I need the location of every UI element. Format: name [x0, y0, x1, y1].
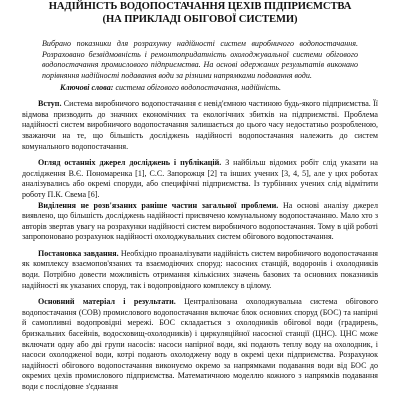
title-line-2: (НА ПРИКЛАДІ ОБІГОВОЇ СИСТЕМИ)	[102, 13, 298, 25]
section-text: Централізована охолоджувальна система обігового водопостачання (СОВ) промислового водопостачання включає блок основних споруд (БОС) та напірні й самопливні водопровідні мережі. БОС складається з охолодників обігової води (градирень, бризкальних басейнів, водосховищ-охолодників) і циркуляційної насосної станції (ЦНС). ЦНС може включати одну або дві групи насосів: насоси напірної води, які подають теплу воду на охолодник, і насоси охолодженої води, котрі подають охолоджену воду в окремі цехи підприємства. Розрахунок надійності обігового водопостачання виконуємо окремо за напрямками подавання води від БОС до окремих цехів промислового підприємства. Математичною моделлю кожного з напрямків подавання води є послідовне з'єднання	[22, 297, 378, 391]
keywords-text: система обігового водопостачання, надійність.	[115, 82, 281, 92]
section-text: З найбільш відомих робіт слід указати на дослідження В.Є. Пономаренка [1], С.С. Запорожця [2] та інших учених [3, 4, 5], але у цих роботах аналізувались або окремі споруди, або специфічні підприємства. Із турбінних учених слід відмітити роботу П.К. Свема [6].	[22, 158, 378, 199]
section-heading: Огляд останніх джерел досліджень і публікацій.	[38, 158, 222, 168]
section-text: Необхідно проаналізувати надійність систем виробничого водопостачання як комплексу взаємопов'язаних та взаємодіючих споруд: насосних станцій, водоронів і охолодників води. Потрібно довести можливість отримання кількісних значень базових та основних показників надійності як указаних споруд, так і водопровідного комплексу в цілому.	[22, 248, 378, 290]
section-heading: Постановка завдання.	[38, 248, 119, 258]
section-literature-review	[22, 158, 378, 200]
section-introduction	[22, 99, 378, 152]
section-unsolved-problems	[22, 201, 378, 243]
section-main-material	[22, 297, 378, 392]
page-title	[22, 1, 378, 26]
title-line-1: НАДІЙНІСТЬ ВОДОПОСТАЧАННЯ ЦЕХІВ ПІДПРИЄМСТВА	[48, 1, 352, 12]
keywords-label: Ключові слова:	[60, 82, 114, 92]
keywords	[60, 83, 358, 94]
section-problem-statement	[22, 249, 378, 291]
section-heading: Вступ.	[38, 99, 62, 109]
abstract: Вибрано показники для розрахунку надійності систем виробничого водопостачання. Розраховано безвідмовність і ремонтопридатність охолоджувальної системи обігового водопостачання промислового підприємства. На основі одержаних результатів виконано порівняння надійності подавання води за різними напрямками подавання води.	[42, 39, 358, 80]
section-heading: Виділення не розв'язаних раніше частин загальної проблеми.	[38, 200, 279, 210]
section-text: На основі аналізу джерел виявлено, що більшість досліджень надійності присвячено комунальному водопостачанню. Мало хто з авторів звертав увагу на розрахунки надійності систем виробничого водопостачання. Тому в цій роботі запропоновано розрахунок надійності охолоджувальних систем обігового водопостачання.	[22, 200, 378, 242]
section-heading: Основний матеріал і результати.	[38, 297, 176, 307]
section-text: Система виробничого водопостачання є невід'ємною частиною будь-якого підприємства. Її відмова призводить до значних економічних та екологічних збитків на підприємстві. Проблема надійності систем виробничого водопостачання залишається до цього часу недостатньо розробленою, зважаючи на те, що більшість досліджень надійності водопостачання належить до систем комунального водопостачання.	[22, 99, 378, 151]
